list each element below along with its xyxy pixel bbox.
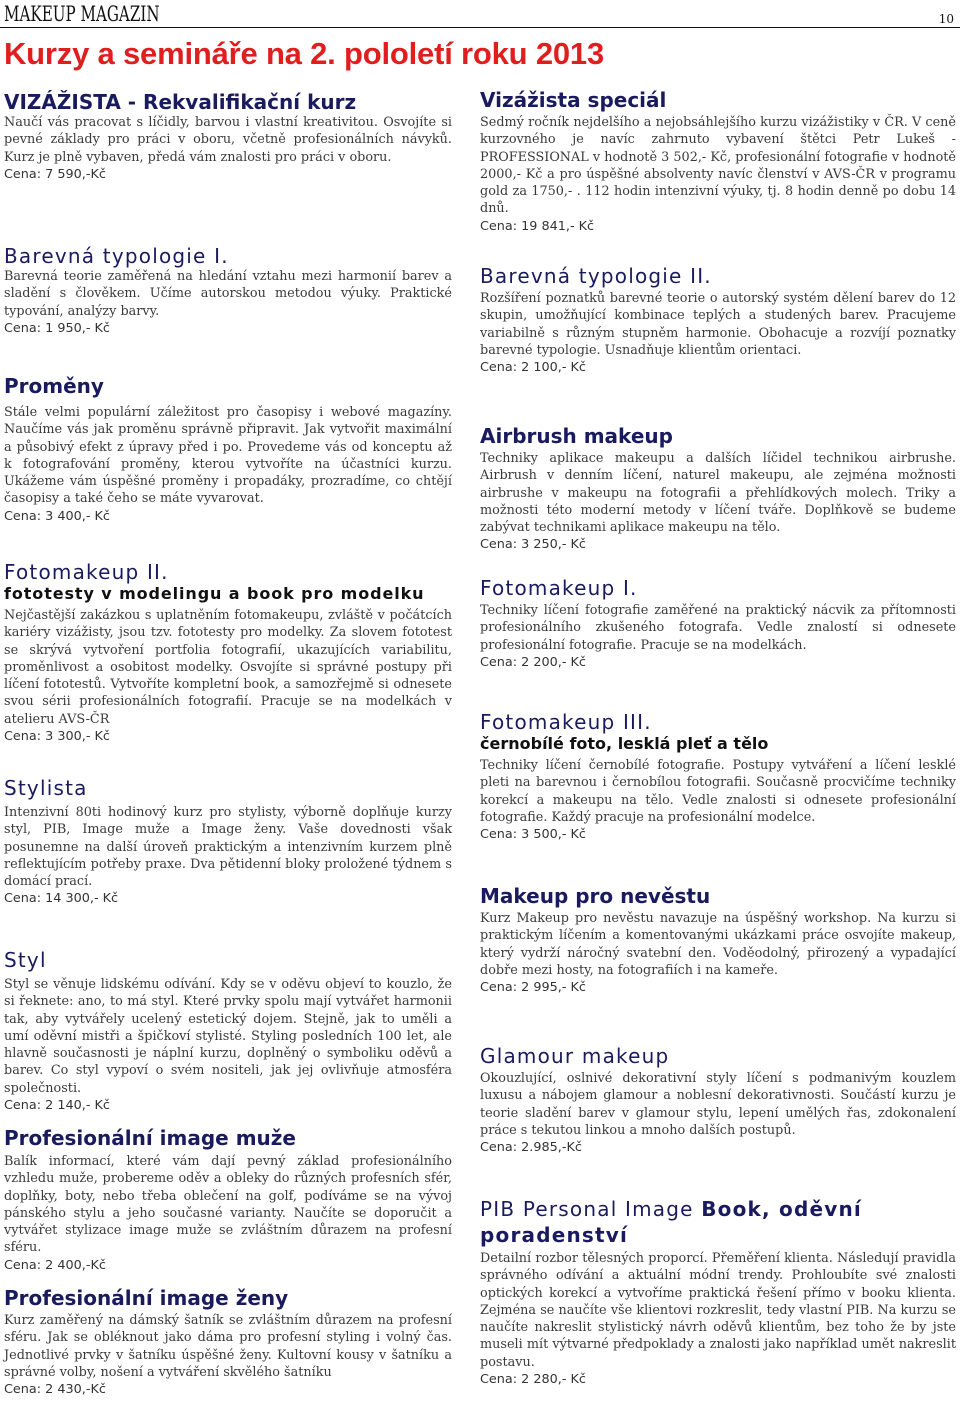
page-headline: Kurzy a semináře na 2. pololetí roku 2013 [4, 36, 604, 71]
course-typologie-2 [480, 264, 956, 376]
course-price: Cena: 14 300,- Kč [4, 891, 119, 907]
course-glamour [480, 1044, 956, 1156]
course-description: Techniky líčení fotografie zaměřené na praktický nácvik za přítomnosti profesionálního zkušeného fotografa. Vedle znalostí si odnesete profesionální fotografie. Pracuje se na modelkách. [480, 603, 956, 653]
course-description: Sedmý ročník nejdelšího a nejobsáhlejšího kurzu vizážistiky v ČR. V ceně kurzovného je navíc zahrnuto vybavení štětci Petr Lukeš - PROFESSIONAL v hodnotě 3 502,- Kč, profesionální fotografie v hodnotě 2000,- Kč a pro úspěšné absolventy navíc členství v AVS-ČR v programu gold za 1750,- . 112 hodin intenzivní výuky, tj. 8 hodin denně po dobu 14 dnů. [480, 115, 956, 217]
course-description: Kurz zaměřený na dámský šatník se zvláštním důrazem na profesní sféru. Jak se obléknout jako dáma pro profesní styling i volný čas. Jednotlivé prvky v šatníku úspěšné ženy. Kultovní kousy v šatníku a správné volby, nošení a vytváření skvělého šatníku [4, 1313, 452, 1380]
course-title: VIZÁŽISTA - Rekvalifikační kurz [4, 90, 357, 114]
course-price: Cena: 3 300,- Kč [4, 729, 110, 745]
course-title: Barevná typologie I. [4, 244, 229, 268]
course-title: Profesionální image muže [4, 1126, 296, 1150]
page-number: 10 [938, 12, 954, 26]
course-title: Makeup pro nevěstu [480, 884, 711, 908]
course-price: Cena: 2.985,-Kč [480, 1140, 582, 1156]
course-title: Proměny [4, 374, 104, 398]
course-price: Cena: 3 250,- Kč [480, 537, 586, 553]
course-description: Barevná teorie zaměřená na hledání vztahu mezi harmonií barev a sladění s člověkem. Učíme autorskou metodou výuky. Praktické typování, analýzy barvy. [4, 269, 452, 319]
course-price: Cena: 2 280,- Kč [480, 1372, 586, 1388]
magazine-title: MAKEUP MAGAZIN [4, 2, 160, 26]
course-title: Barevná typologie II. [480, 264, 712, 288]
course-vizazista-special [480, 88, 956, 235]
course-image-zeny [4, 1286, 452, 1398]
course-description: Okouzlující, oslnivé dekorativní styly líčení s podmanivým kouzlem luxusu a nábojem glamour a noblesní dekorativnosti. Součástí kurzu je teorie sladění barev v glamour stylu, lepení umělých řas, zdokonalení práce s tekutou linkou a mnoho dalších postupů. [480, 1071, 956, 1138]
header-rule [0, 27, 960, 28]
course-description: Balík informací, které vám dají pevný základ profesionálního vzhledu muže, probereme oděv a obleky do různých profesních sfér, doplňky, boty, nebo třeba oblečení na golf, podíváme se na vývoj pánského stylu a jeho současné varianty. Naučíte se doporučit a vytvářet stylizace image muže se zvláštním důrazem na profesní sféru. [4, 1154, 452, 1256]
course-title: Profesionální image ženy [4, 1286, 289, 1310]
course-description: Nejčastější zakázkou s uplatněním fotomakeupu, zvláště v počátcích kariéry vizážisty, jsou tzv. fototesty pro modelky. Za slovem fototest se skrývá vytvoření portfolia fotografií, ukazujících variabilitu, proměnlivost a osobitost modelky. Osvojíte si správné postupy při líčení fototestů. Vytvoříte kompletní book, a samozřejmě si odnesete svou sérii profesionálních fotografií. Pracuje se na modelkách v atelieru AVS-ČR [4, 608, 452, 727]
course-price: Cena: 2 995,- Kč [480, 980, 586, 996]
course-promeny [4, 374, 452, 525]
course-nevesta [480, 884, 956, 996]
course-description: Styl se věnuje lidskému odívání. Kdy se v oděvu objeví to kouzlo, že si řeknete: ano, to má styl. Které prvky spolu mají vytvářet harmonii tak, aby vytvářely ucelený estetický dojem. Stejně, jak to uměli a umí oděvní mistři a špičkoví stylisté. Styling posledních 100 let, ale hlavně současnosti je náplní kurzu, doplněný o symboliku oděvů a barev. Co styl vypoví o svém nositeli, jak jej ovlivňuje atmosféra společnosti. [4, 977, 452, 1096]
course-typologie-1 [4, 244, 452, 337]
course-fotomakeup-2 [4, 560, 452, 745]
course-price: Cena: 7 590,-Kč [4, 166, 106, 182]
course-description: Techniky aplikace makeupu a dalších líčidel technikou airbrushe. Airbrush v denním líčení, naturel makeupu, ale zejména možnosti airbrushe v makeupu na fotografii a přehlídkových molech. Triky a možnosti této moderní metody v líčení tváře. Doplňkově se budeme zabývat technikami aplikace makeupu na tělo. [480, 451, 956, 536]
course-subtitle: černobílé foto, lesklá pleť a tělo [480, 734, 769, 753]
course-title: Fotomakeup I. [480, 576, 638, 600]
course-description: Kurz Makeup pro nevěstu navazuje na úspěšný workshop. Na kurzu si praktickým líčením a komentovanými ukázkami práce osvojíte makeup, který vydrží náročný svatební den. Voděodolný, přirozený a vypadající dobře mezi hosty, na fotografiích i na kameře. [480, 911, 956, 978]
course-pib [480, 1196, 956, 1388]
course-price: Cena: 2 100,- Kč [480, 360, 586, 376]
course-title: Airbrush makeup [480, 424, 673, 448]
course-styl [4, 948, 452, 1114]
course-price: Cena: 2 140,- Kč [4, 1098, 110, 1114]
course-price: Cena: 2 200,- Kč [480, 654, 586, 670]
course-price: Cena: 2 430,-Kč [4, 1382, 106, 1398]
magazine-header [0, 0, 960, 30]
course-title [480, 1196, 956, 1248]
course-subtitle: fototesty v modelingu a book pro modelku [4, 584, 425, 603]
course-description: Rozšíření poznatků barevné teorie o autorský systém dělení barev do 12 skupin, umožňující kombinace teplých a studených barev. Pracujeme variabilně s různým stupněm harmonie. Obohacuje a rozvíjí poznatky barevné typologie. Usnadňuje klientům orientaci. [480, 291, 956, 358]
course-price: Cena: 1 950,- Kč [4, 320, 110, 336]
course-description: Techniky líčení černobílé fotografie. Postupy vytváření a líčení lesklé pleti na barevnou i černobílou fotografii. Současně procvičíme techniky korekcí a makeupu na tělo. Vedle znalosti si odnesete profesionální fotografie. Každý pracuje na profesionální modelce. [480, 758, 956, 825]
course-description: Intenzivní 80ti hodinový kurz pro stylisty, výborně doplňuje kurzy styl, PIB, Image muže a Image ženy. Vaše dovednosti však posunemne na další úroveň praktickým a intenzivním kurzem plně reflektujícím potřeby praxe. Dva pětidenní bloky proložené týdnem s domácí prací. [4, 805, 452, 890]
course-title: Styl [4, 948, 47, 972]
course-title: Glamour makeup [480, 1044, 670, 1068]
course-stylista [4, 776, 452, 908]
course-fotomakeup-3 [480, 710, 956, 843]
course-title: Vizážista speciál [480, 88, 667, 112]
course-fotomakeup-1 [480, 576, 956, 671]
course-title: Stylista [4, 776, 88, 800]
course-price: Cena: 2 400,-Kč [4, 1257, 106, 1273]
course-description: Stále velmi populární záležitost pro časopisy i webové magazíny. Naučíme vás jak proměnu správně připravit. Jak vytvořit maximální a působivý efekt z úpravy před i po. Provedeme vás od konceptu až k fotografování proměny, kterou vytvoříte na účastníci kurzu. Ukážeme vám úspěšné proměny i propadáky, prozradíme, co chtějí časopisy a také čeho se máte vyvarovat. [4, 405, 452, 507]
course-price: Cena: 3 500,- Kč [480, 827, 586, 843]
course-description: Detailní rozbor tělesných proporcí. Přeměření klienta. Následují pravidla správného odívání a aktuální módní trendy. Prohloubíte své znalosti optických korekcí a vytvoříme praktická řešení přímo v booku klienta. Zejména se naučíte vše klientovi rozkreslit, tedy vlastní PIB. Na kurzu se naučíte nakreslit stylistický návrh oděvů klientům, bez toho že by jste museli mít výtvarné předpoklady a znalosti jako například umět nakreslit postavu. [480, 1251, 956, 1370]
course-description: Naučí vás pracovat s líčidly, barvou i vlastní kreativitou. Osvojíte si pevné základy pro práci v oboru, včetně profesionálních návyků. Kurz je plně vybaven, předá vám znalosti pro práci v oboru. [4, 115, 452, 165]
course-vizazista [4, 90, 452, 183]
course-title-part: PIB Personal Image [480, 1197, 702, 1221]
course-airbrush [480, 424, 956, 554]
course-title: Fotomakeup III. [480, 710, 652, 734]
course-price: Cena: 19 841,- Kč [480, 218, 595, 234]
course-title: Fotomakeup II. [4, 560, 169, 584]
course-image-muze [4, 1126, 452, 1274]
course-title-part-bold: Book, oděvní poradenství [480, 1197, 862, 1247]
course-price: Cena: 3 400,- Kč [4, 508, 110, 524]
